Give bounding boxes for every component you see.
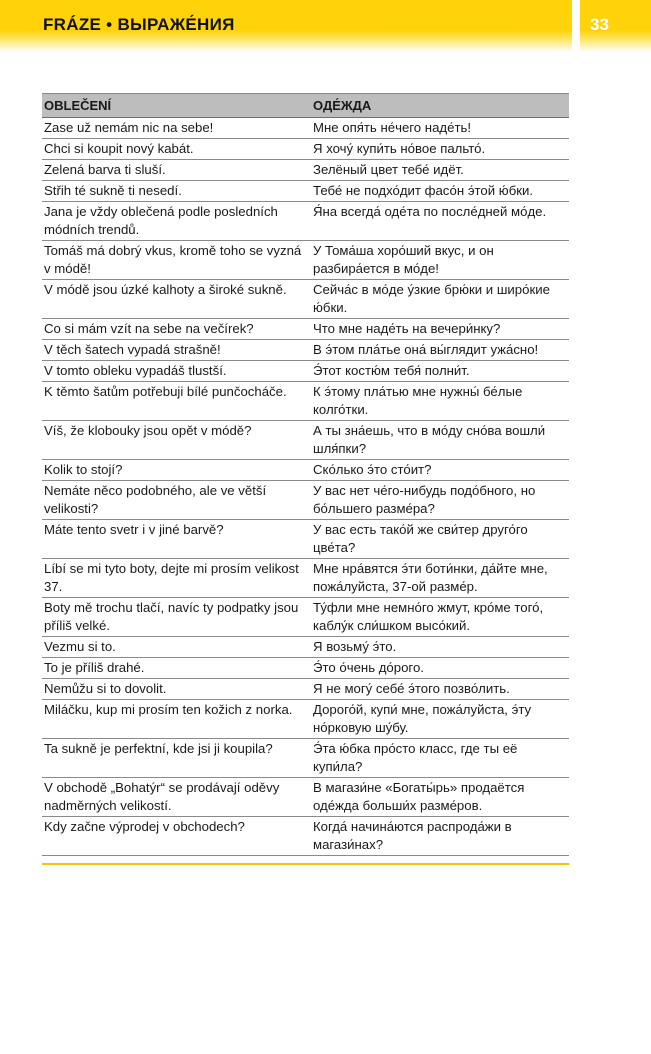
table-row <box>42 481 569 520</box>
czech-phrase: K těmto šatům potřebuji bílé punčocháče. <box>44 384 287 399</box>
section-title: FRÁZE • ВЫРАЖЕ́НИЯ <box>43 15 235 34</box>
russian-phrase: Я хочу́ купи́ть но́вое пальто́. <box>313 141 486 156</box>
table-row <box>42 202 569 241</box>
phrase-table <box>42 93 569 856</box>
page-number-box <box>580 0 651 52</box>
czech-phrase: Zelená barva ti sluší. <box>44 162 166 177</box>
table-row <box>42 598 569 637</box>
russian-phrase: Э́та ю́бка про́сто класс, где ты её купи́ла? <box>313 741 518 774</box>
column-header-russian: ОДЕ́ЖДА <box>313 98 372 113</box>
table-row <box>42 382 569 421</box>
table-row <box>42 280 569 319</box>
czech-phrase: Nemůžu si to dovolit. <box>44 681 167 696</box>
russian-phrase: К э́тому пла́тью мне нужны́ бе́лые колго́тки. <box>313 384 523 417</box>
czech-phrase: Boty mě trochu tlačí, navíc ty podpatky jsou příliš velké. <box>44 600 299 633</box>
table-row <box>42 778 569 817</box>
czech-phrase: V obchodě „Bohatýr“ se prodávají oděvy nadměrných velikostí. <box>44 780 280 813</box>
table-row <box>42 118 569 139</box>
czech-phrase: Miláčku, kup mi prosím ten kožich z norka. <box>44 702 293 717</box>
czech-phrase: V módě jsou úzké kalhoty a široké sukně. <box>44 282 287 297</box>
russian-phrase: У вас нет че́го-нибудь подо́бного, но бо́льшего разме́ра? <box>313 483 536 516</box>
table-row <box>42 181 569 202</box>
russian-phrase: Э́тот костю́м тебя́ полни́т. <box>313 363 470 378</box>
russian-phrase: Я возьму́ э́то. <box>313 639 397 654</box>
table-row <box>42 460 569 481</box>
czech-phrase: Kolik to stojí? <box>44 462 123 477</box>
czech-phrase: To je příliš drahé. <box>44 660 145 675</box>
table-row <box>42 139 569 160</box>
page-number: 33 <box>590 15 609 34</box>
czech-phrase: Chci si koupit nový kabát. <box>44 141 194 156</box>
czech-phrase: Zase už nemám nic na sebe! <box>44 120 214 135</box>
czech-phrase: V tomto obleku vypadáš tlustší. <box>44 363 227 378</box>
russian-phrase: У вас есть тако́й же сви́тер друго́го цве́та? <box>313 522 528 555</box>
column-header-czech: OBLEČENÍ <box>44 98 112 113</box>
russian-phrase: Э́то о́чень до́рого. <box>313 660 424 675</box>
russian-phrase: Я́на всегда́ оде́та по после́дней мо́де. <box>313 204 547 219</box>
czech-phrase: Střih té sukně ti nesedí. <box>44 183 182 198</box>
czech-phrase: Jana je vždy oblečená podle posledních módních trendů. <box>44 204 278 237</box>
russian-phrase: В магази́не «Богаты́рь» продаётся оде́жда больши́х разме́ров. <box>313 780 525 813</box>
russian-phrase: Мне нра́вятся э́ти боти́нки, да́йте мне, пожа́луйста, 37-ой разме́р. <box>313 561 548 594</box>
russian-phrase: Тебе́ не подхо́дит фасо́н э́той ю́бки. <box>313 183 534 198</box>
russian-phrase: У Тома́ша хоро́ший вкус, и он разбира́ется в мо́де! <box>313 243 494 276</box>
header-band <box>0 0 572 52</box>
table-header <box>42 93 569 118</box>
russian-phrase: Я не могу́ себе́ э́того позво́лить. <box>313 681 510 696</box>
table-row <box>42 160 569 181</box>
table-row <box>42 739 569 778</box>
czech-phrase: Máte tento svetr i v jiné barvě? <box>44 522 224 537</box>
russian-phrase: Зелёный цвет тебе́ идёт. <box>313 162 464 177</box>
table-row <box>42 700 569 739</box>
czech-phrase: Líbí se mi tyto boty, dejte mi prosím velikost 37. <box>44 561 299 594</box>
table-bottom-rule <box>42 863 569 865</box>
table-row <box>42 679 569 700</box>
russian-phrase: Ско́лько э́то сто́ит? <box>313 462 432 477</box>
russian-phrase: Мне опя́ть не́чего наде́ть! <box>313 120 472 135</box>
table-row <box>42 817 569 856</box>
table-row <box>42 340 569 361</box>
table-row <box>42 361 569 382</box>
table-row <box>42 241 569 280</box>
russian-phrase: Сейча́с в мо́де у́зкие брю́ки и широ́кие ю́бки. <box>313 282 550 315</box>
czech-phrase: Vezmu si to. <box>44 639 116 654</box>
czech-phrase: Tomáš má dobrý vkus, kromě toho se vyzná v módě! <box>44 243 302 276</box>
czech-phrase: Víš, že klobouky jsou opět v módě? <box>44 423 252 438</box>
table-row <box>42 319 569 340</box>
table-row <box>42 637 569 658</box>
czech-phrase: Co si mám vzít na sebe na večírek? <box>44 321 254 336</box>
russian-phrase: Что мне наде́ть на вечери́нку? <box>313 321 501 336</box>
czech-phrase: Ta sukně je perfektní, kde jsi ji koupila? <box>44 741 273 756</box>
czech-phrase: V těch šatech vypadá strašně! <box>44 342 221 357</box>
russian-phrase: А ты зна́ешь, что в мо́ду сно́ва вошли́ шля́пки? <box>313 423 546 456</box>
russian-phrase: Ту́фли мне немно́го жмут, кро́ме того́, каблу́к сли́шком высо́кий. <box>313 600 544 633</box>
russian-phrase: Когда́ начина́ются распрода́жи в магази́нах? <box>313 819 512 852</box>
russian-phrase: В э́том пла́тье она́ вы́глядит ужа́сно! <box>313 342 539 357</box>
table-row <box>42 559 569 598</box>
czech-phrase: Nemáte něco podobného, ale ve větší velikosti? <box>44 483 267 516</box>
czech-phrase: Kdy začne výprodej v obchodech? <box>44 819 245 834</box>
table-row <box>42 421 569 460</box>
russian-phrase: Дорого́й, купи́ мне, пожа́луйста, э́ту но́рковую шу́бу. <box>313 702 532 735</box>
table-row <box>42 658 569 679</box>
table-row <box>42 520 569 559</box>
